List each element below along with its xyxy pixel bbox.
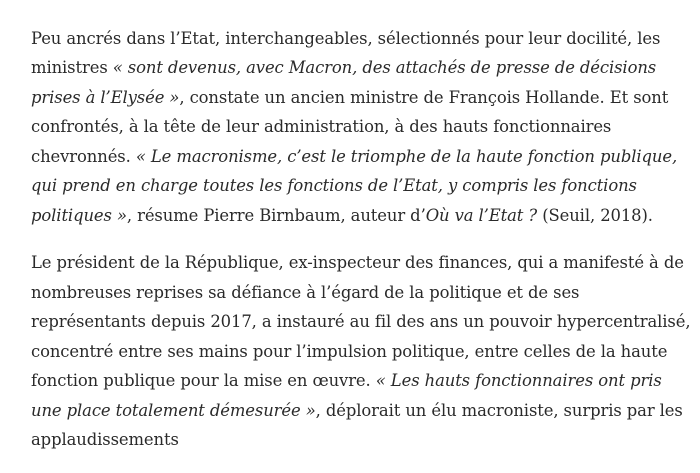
paragraph-text: , constate un ancien ministre de François Hollande. Et sont confrontés, à la tête de leur administration, à des hauts fonctionnaires chevronnés. <box>31 87 669 166</box>
paragraph-text: Le président de la République, ex-inspecteur des finances, qui a manifesté à de nombreuses reprises sa défiance à l’égard de la politique et de ses représentants depuis 2017, a instauré au fil des ans un pouvoir hypercentralisé, concentré entre ses mains pour l’impulsion politique, entre celles de la haute fonction publique pour la mise en œuvre. <box>31 253 691 390</box>
article-body <box>31 0 696 473</box>
quote-birnbaum: « Le macronisme, c’est le triomphe de la haute fonction publique, qui prend en charge toutes les fonctions de l’Etat, y compris les fonctions politiques » <box>31 146 678 225</box>
book-title: Où va l’Etat ? <box>425 205 538 225</box>
quote-former-minister: « sont devenus, avec Macron, des attachés de presse de décisions prises à l’Elysée » <box>31 58 657 107</box>
paragraph-text: Peu ancrés dans l’Etat, interchangeables, sélectionnés pour leur docilité, les ministres <box>31 28 661 77</box>
paragraph-text: , déplorait un élu macroniste, surpris par les applaudissements <box>31 400 683 449</box>
paragraph-ministers <box>31 24 696 231</box>
paragraph-text: (Seuil, 2018). <box>537 205 653 225</box>
paragraph-previous <box>31 0 696 6</box>
paragraph-president <box>31 248 696 455</box>
quote-macronist: « Les hauts fonctionnaires ont pris une place totalement démesurée » <box>31 371 662 420</box>
paragraph-text: , résume Pierre Birnbaum, auteur d’ <box>126 205 426 225</box>
